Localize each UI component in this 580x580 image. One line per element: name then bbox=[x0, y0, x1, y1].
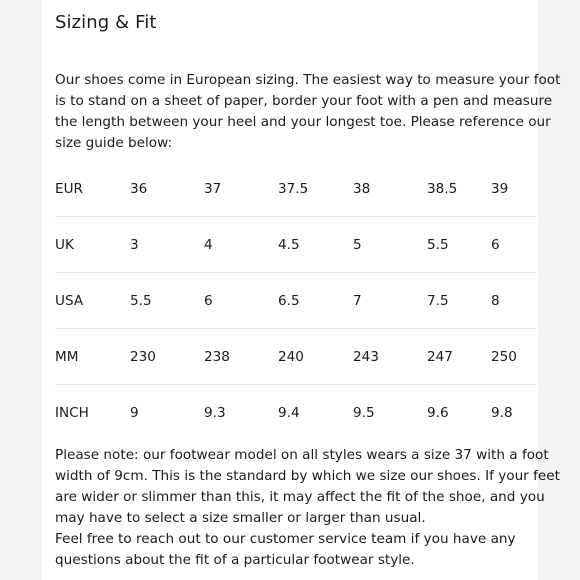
size-cell: 238 bbox=[204, 348, 230, 365]
size-cell: 9.8 bbox=[491, 404, 513, 421]
note-line: are wider or slimmer than this, it may affect the fit of the shoe, and you bbox=[55, 489, 545, 505]
size-row-mm bbox=[55, 329, 537, 385]
size-cell: 3 bbox=[130, 236, 139, 253]
size-cell: 243 bbox=[353, 348, 379, 365]
intro-line: the length between your heel and your longest toe. Please reference our bbox=[55, 114, 551, 130]
size-cell: 250 bbox=[491, 348, 517, 365]
size-row-usa bbox=[55, 273, 537, 329]
size-cell: 7.5 bbox=[427, 292, 449, 309]
size-cell: 5 bbox=[353, 236, 362, 253]
size-cell: 6 bbox=[204, 292, 213, 309]
size-cell: 4 bbox=[204, 236, 213, 253]
size-cell: 37.5 bbox=[278, 180, 309, 197]
size-cell: 6.5 bbox=[278, 292, 300, 309]
size-row-inch bbox=[55, 385, 537, 441]
size-cell: 9.5 bbox=[353, 404, 375, 421]
size-guide-table bbox=[55, 161, 537, 440]
fit-note-paragraph bbox=[55, 445, 560, 571]
size-cell: 9.4 bbox=[278, 404, 300, 421]
size-cell: 5.5 bbox=[427, 236, 449, 253]
row-label: EUR bbox=[55, 180, 83, 197]
note-line: Feel free to reach out to our customer service team if you have any bbox=[55, 531, 516, 547]
note-line: may have to select a size smaller or larger than usual. bbox=[55, 510, 426, 526]
size-cell: 36 bbox=[130, 180, 148, 197]
size-cell: 5.5 bbox=[130, 292, 152, 309]
intro-line: Our shoes come in European sizing. The easiest way to measure your foot bbox=[55, 72, 561, 88]
size-cell: 9.6 bbox=[427, 404, 449, 421]
row-label: USA bbox=[55, 292, 84, 309]
size-cell: 9.3 bbox=[204, 404, 226, 421]
note-line: questions about the fit of a particular footwear style. bbox=[55, 552, 415, 568]
intro-line: size guide below: bbox=[55, 135, 173, 151]
size-row-eur bbox=[55, 161, 537, 217]
size-cell: 9 bbox=[130, 404, 139, 421]
size-cell: 39 bbox=[491, 180, 509, 197]
size-cell: 38 bbox=[353, 180, 371, 197]
intro-paragraph bbox=[55, 70, 561, 154]
note-line: width of 9cm. This is the standard by which we size our shoes. If your feet bbox=[55, 468, 560, 484]
row-label: INCH bbox=[55, 404, 89, 421]
intro-line: is to stand on a sheet of paper, border your foot with a pen and measure bbox=[55, 93, 553, 109]
size-cell: 230 bbox=[130, 348, 156, 365]
size-cell: 6 bbox=[491, 236, 500, 253]
row-label: MM bbox=[55, 348, 79, 365]
size-cell: 247 bbox=[427, 348, 453, 365]
size-cell: 240 bbox=[278, 348, 304, 365]
size-row-uk bbox=[55, 217, 537, 273]
row-label: UK bbox=[55, 236, 74, 253]
size-cell: 7 bbox=[353, 292, 362, 309]
size-cell: 37 bbox=[204, 180, 222, 197]
size-cell: 4.5 bbox=[278, 236, 300, 253]
section-title: Sizing & Fit bbox=[55, 12, 157, 33]
size-cell: 38.5 bbox=[427, 180, 458, 197]
size-cell: 8 bbox=[491, 292, 500, 309]
note-line: Please note: our footwear model on all styles wears a size 37 with a foot bbox=[55, 447, 549, 463]
